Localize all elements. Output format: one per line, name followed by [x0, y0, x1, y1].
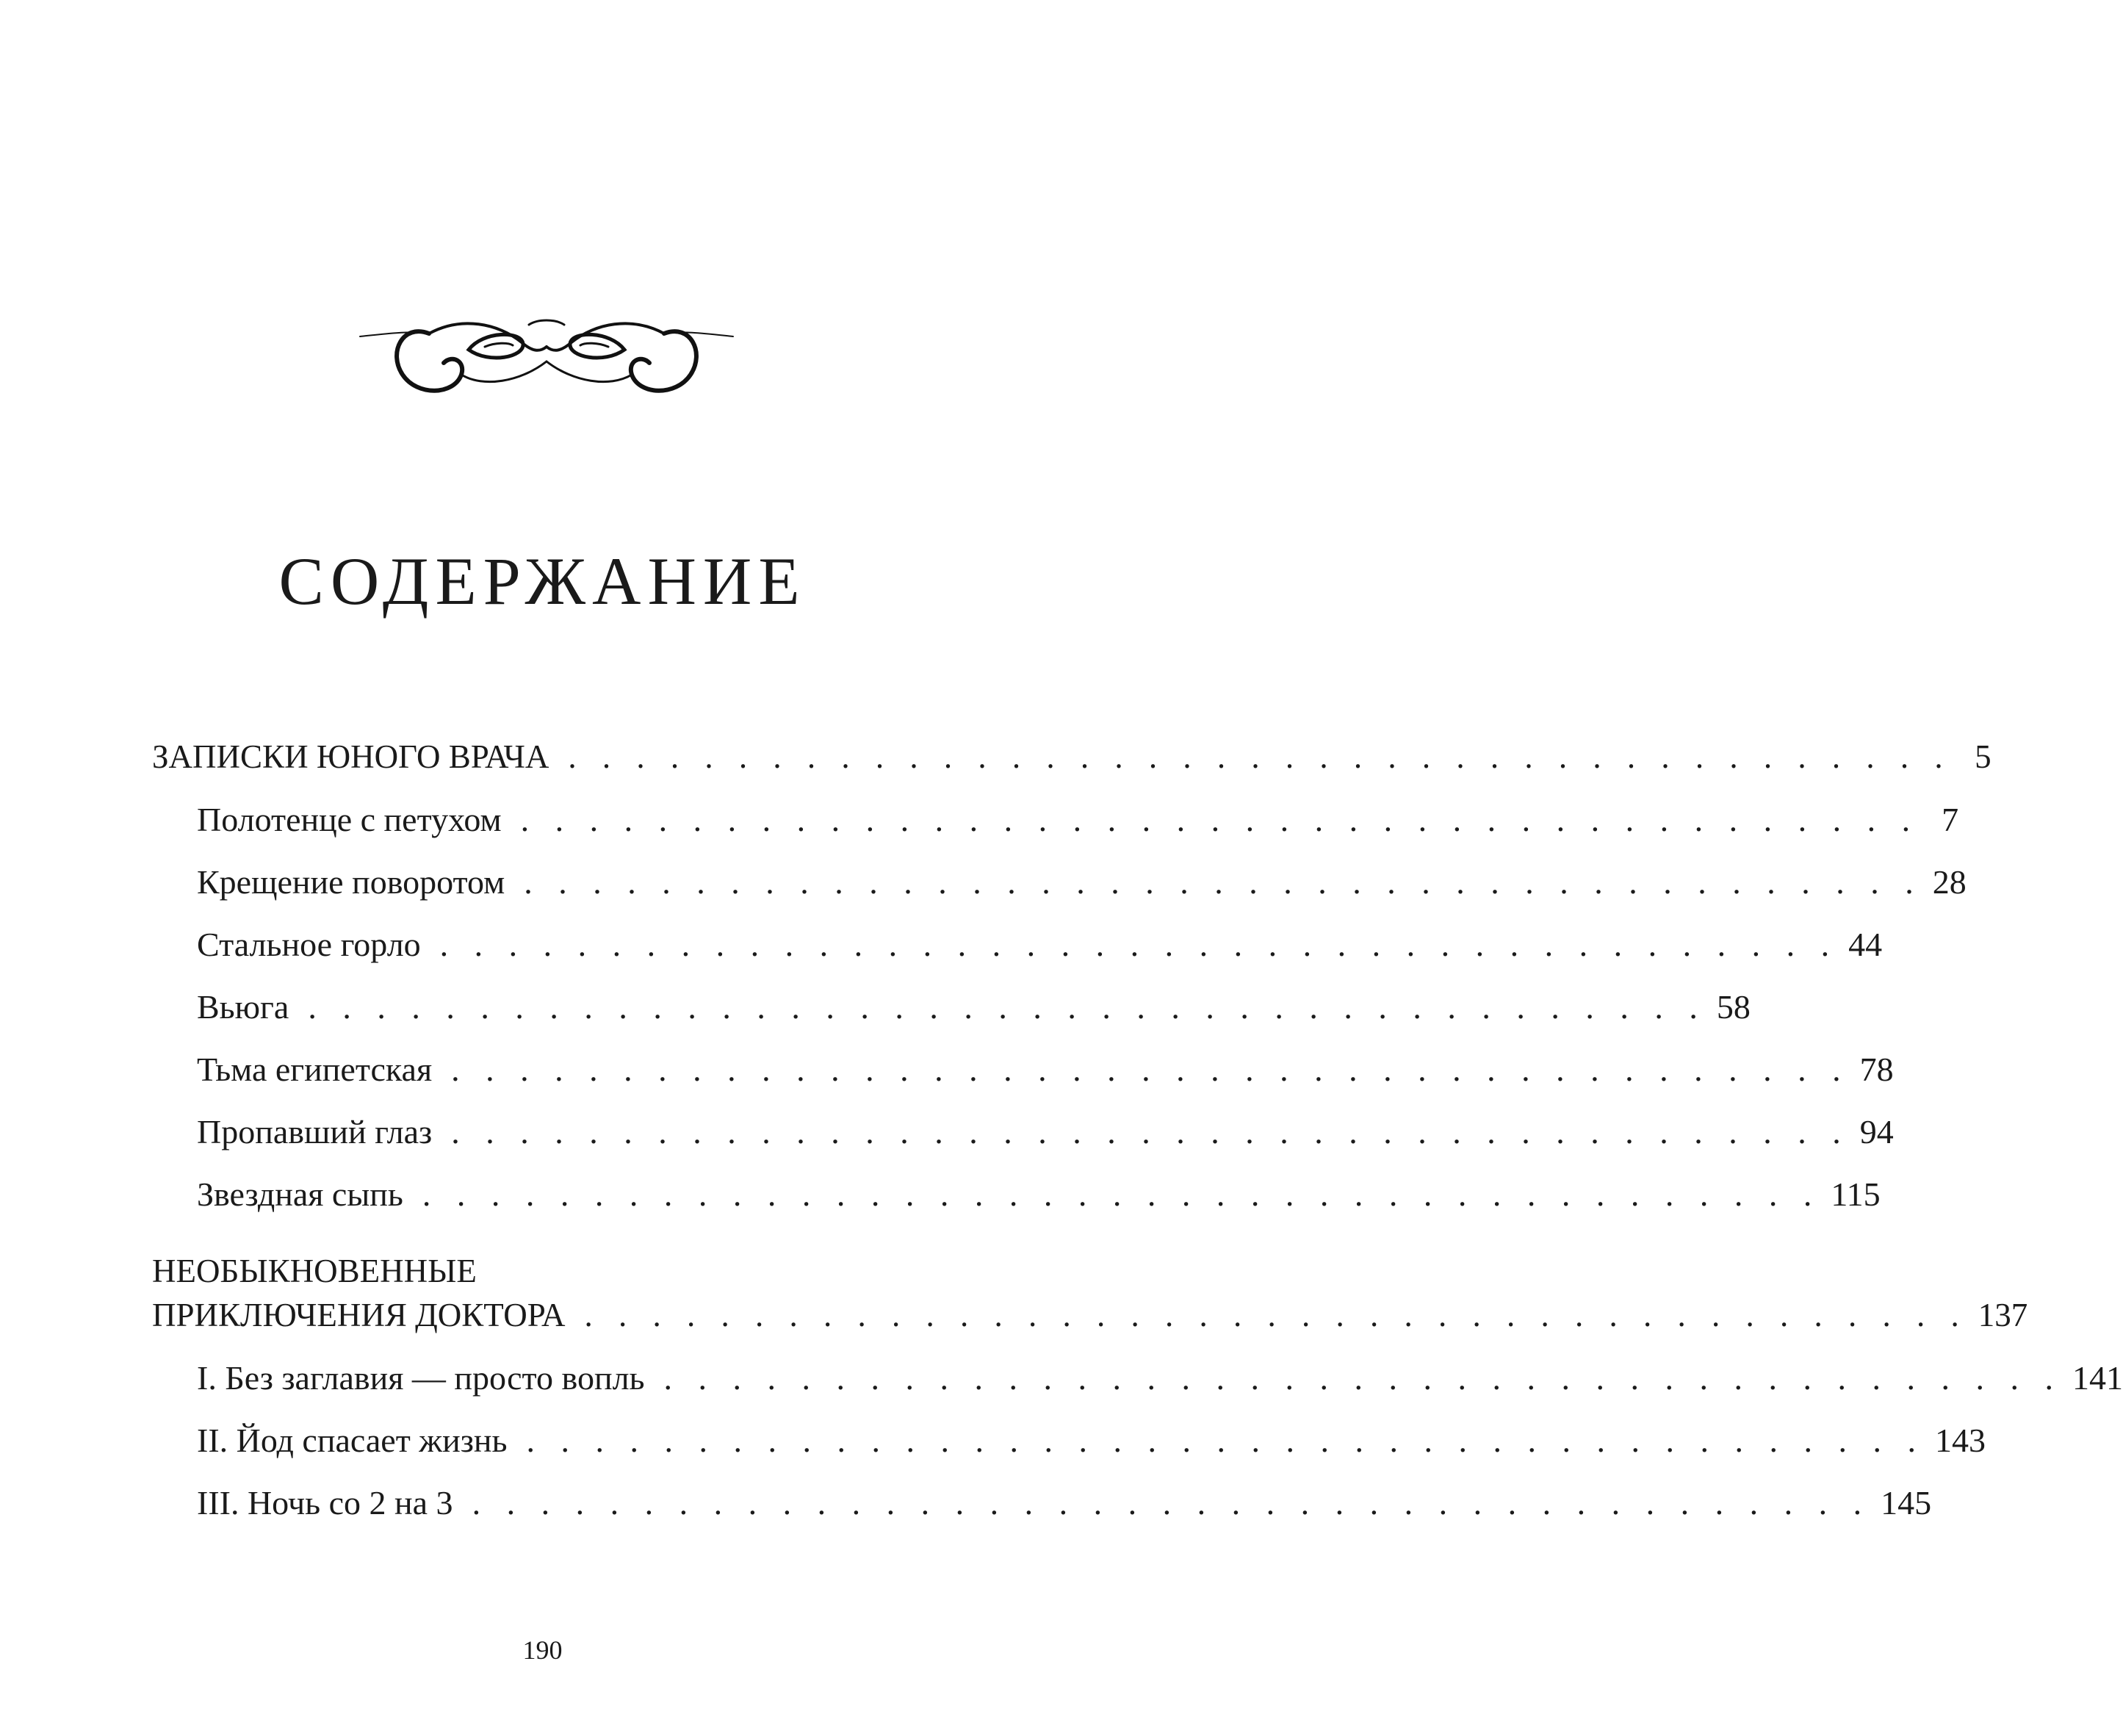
dot-leader: . . . . . . . . . . . . . . . . . . . . . . . . . . . . . . . . . . . . . . . . . [308, 988, 1706, 1026]
toc-page-number: 94 [1859, 1113, 1894, 1150]
toc-chapter-entry [197, 863, 1967, 901]
toc-chapter-entry [197, 1484, 1932, 1521]
toc-page-number: 141 [2072, 1359, 2123, 1397]
toc-page-number: 78 [1859, 1051, 1894, 1088]
dot-leader: . . . . . . . . . . . . . . . . . . . . . . . . . . . . . . . . . . . . . . . . . [451, 1051, 1850, 1088]
dot-leader: . . . . . . . . . . . . . . . . . . . . . . . . . . . . . . . . . . . . . . . . . [524, 863, 1922, 901]
dot-leader: . . . . . . . . . . . . . . . . . . . . . . . . . . . . . . . . . . . . . . . . . [422, 1175, 1821, 1213]
toc-part-title-line: НЕОБЫКНОВЕННЫЕ [152, 1253, 477, 1289]
dot-leader: . . . . . . . . . . . . . . . . . . . . . . . . . . . . . . . . . . . . . . . . . [472, 1484, 1871, 1521]
page-title: СОДЕРЖАНИЕ [278, 544, 807, 619]
toc-chapter-entry [197, 1175, 1881, 1213]
toc-chapter-title: Вьюга [197, 988, 289, 1026]
toc-part-entry [152, 738, 1992, 775]
toc-part-entry [152, 1297, 2028, 1333]
dot-leader: . . . . . . . . . . . . . . . . . . . . . . . . . . . . . . . . . . . . . . . . . [439, 926, 1839, 963]
toc-chapter-entry [197, 1422, 1986, 1459]
toc-page-number: 137 [1978, 1297, 2028, 1333]
toc-page-number: 44 [1848, 926, 1883, 963]
dot-leader: . . . . . . . . . . . . . . . . . . . . . . . . . . . . . . . . . . . . . . . . . [584, 1297, 1968, 1333]
toc-chapter-title: Стальное горло [197, 926, 421, 963]
toc-page-number: 28 [1932, 863, 1967, 901]
dot-leader: . . . . . . . . . . . . . . . . . . . . . . . . . . . . . . . . . . . . . . . . . [568, 738, 1952, 775]
toc-page-number: 7 [1942, 801, 1959, 838]
dot-leader: . . . . . . . . . . . . . . . . . . . . . . . . . . . . . . . . . . . . . . . . . [663, 1359, 2062, 1397]
toc-chapter-entry [197, 988, 1751, 1026]
toc-chapter-title: III. Ночь со 2 на 3 [197, 1484, 453, 1521]
toc-chapter-entry [197, 926, 1883, 963]
toc-chapter-entry [197, 1359, 2123, 1397]
dot-leader: . . . . . . . . . . . . . . . . . . . . . . . . . . . . . . . . . . . . . . . . . [451, 1113, 1850, 1150]
toc-part-title: ПРИКЛЮЧЕНИЯ ДОКТОРА [152, 1297, 566, 1333]
toc-chapter-title: Крещение поворотом [197, 863, 505, 901]
toc-page-number: 58 [1716, 988, 1751, 1026]
dot-leader: . . . . . . . . . . . . . . . . . . . . . . . . . . . . . . . . . . . . . . . . . [526, 1422, 1925, 1459]
toc-chapter-title: Звездная сыпь [197, 1175, 403, 1213]
toc-chapter-title: Пропавший глаз [197, 1113, 433, 1150]
toc-chapter-entry [197, 1051, 1894, 1088]
toc-chapter-entry [197, 801, 1959, 838]
toc-page-number: 143 [1934, 1422, 1986, 1459]
toc-chapter-title: Тьма египетская [197, 1051, 433, 1088]
toc-page-number: 5 [1975, 738, 1992, 775]
toc-page-number: 145 [1881, 1484, 1932, 1521]
dot-leader: . . . . . . . . . . . . . . . . . . . . . . . . . . . . . . . . . . . . . . . . . [520, 801, 1920, 838]
page-number: 190 [522, 1635, 563, 1665]
toc-page-number: 115 [1831, 1175, 1881, 1213]
toc-part-title: ЗАПИСКИ ЮНОГО ВРАЧА [152, 738, 549, 775]
toc-chapter-title: Полотенце с петухом [197, 801, 502, 838]
toc-chapter-title: II. Йод спасает жизнь [197, 1422, 508, 1459]
toc-chapter-entry [197, 1113, 1894, 1150]
toc-chapter-title: I. Без заглавия — просто вопль [197, 1359, 645, 1397]
